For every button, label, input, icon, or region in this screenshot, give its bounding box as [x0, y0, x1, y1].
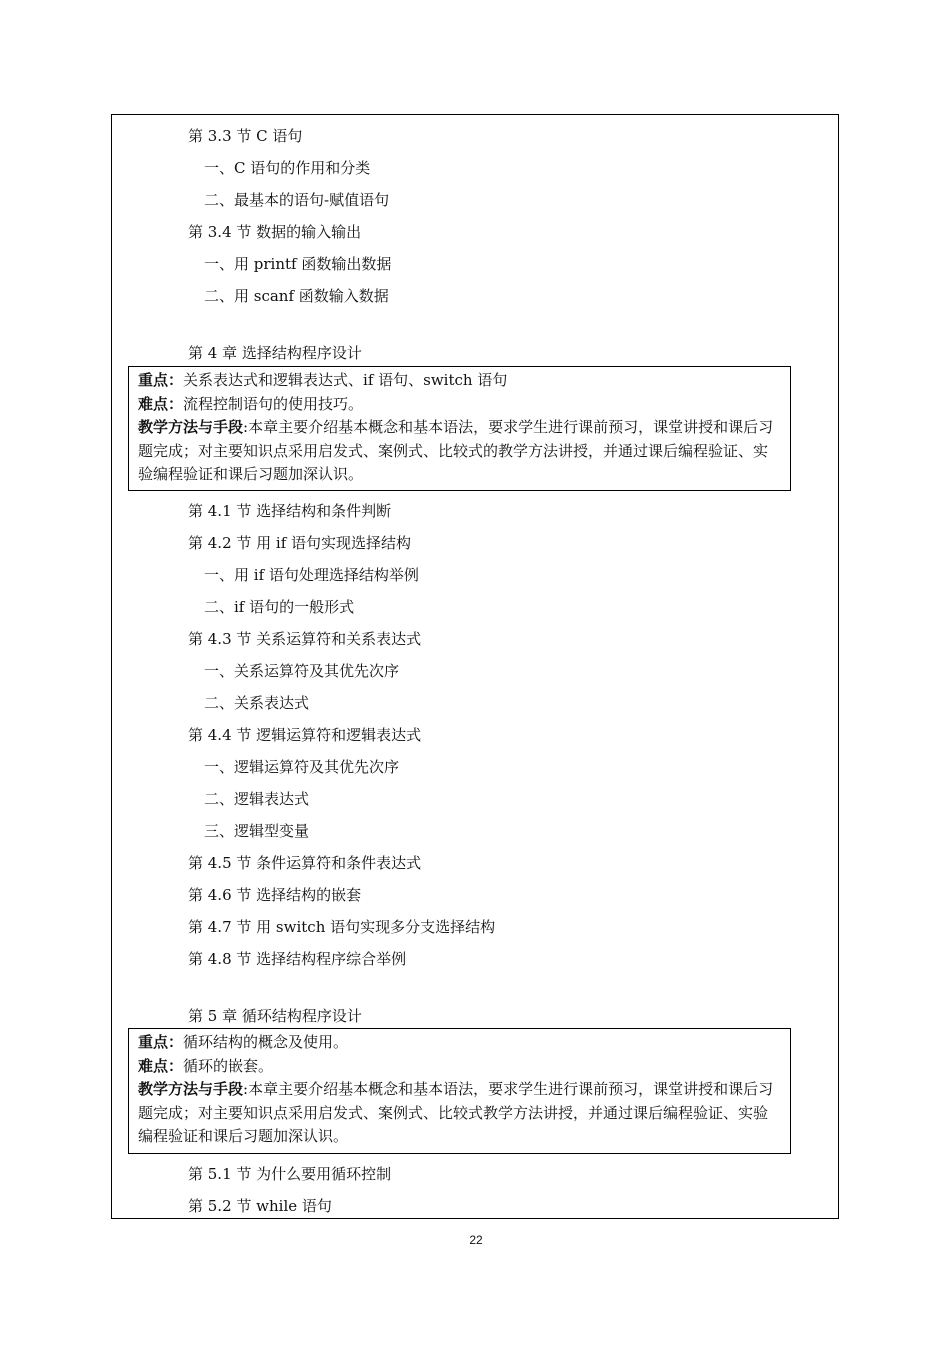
method-label: 教学方法与手段 — [138, 418, 244, 436]
method-label: 教学方法与手段 — [138, 1080, 244, 1098]
difficulty-text: 循环的嵌套。 — [183, 1056, 274, 1075]
subsection-item: 二、if 语句的一般形式 — [204, 598, 355, 616]
subsection-item: 二、用 scanf 函数输入数据 — [204, 287, 389, 305]
section-heading: 第 4.5 节 条件运算符和条件表达式 — [188, 854, 422, 872]
key-text: 循环结构的概念及使用。 — [183, 1033, 349, 1051]
subsection-item: 三、逻辑型变量 — [204, 822, 310, 840]
subsection-item: 一、关系运算符及其优先次序 — [204, 662, 400, 680]
method-text: :本章主要介绍基本概念和基本语法，要求学生进行课前预习，课堂讲授和课后习题完成；对主要知识点采用启发式、案例式、比较式的教学方法讲授，并通过课后编程验证、实验编程验证和课后习题加深认识。 — [138, 418, 774, 483]
difficulty-points — [138, 393, 781, 417]
subsection-item: 二、最基本的语句-赋值语句 — [204, 191, 390, 209]
chapter-summary-box — [128, 366, 791, 491]
section-heading: 第 4.3 节 关系运算符和关系表达式 — [188, 630, 422, 648]
key-label: 重点： — [138, 1033, 184, 1051]
teaching-method — [138, 1078, 781, 1149]
section-heading: 第 4.6 节 选择结构的嵌套 — [188, 886, 362, 904]
difficulty-label: 难点： — [138, 1056, 184, 1075]
subsection-item: 二、逻辑表达式 — [204, 790, 310, 808]
key-points — [138, 369, 781, 393]
section-heading: 第 4.7 节 用 switch 语句实现多分支选择结构 — [188, 918, 496, 936]
section-heading: 第 4.8 节 选择结构程序综合举例 — [188, 950, 407, 968]
key-text: 关系表达式和逻辑表达式、if 语句、switch 语句 — [183, 371, 508, 389]
subsection-item: 一、用 if 语句处理选择结构举例 — [204, 566, 419, 584]
section-heading: 第 4.2 节 用 if 语句实现选择结构 — [188, 534, 412, 552]
section-heading: 第 3.4 节 数据的输入输出 — [188, 223, 362, 241]
subsection-item: 一、逻辑运算符及其优先次序 — [204, 758, 400, 776]
section-heading: 第 5.1 节 为什么要用循环控制 — [188, 1165, 392, 1183]
key-label: 重点： — [138, 371, 184, 389]
difficulty-points — [138, 1055, 781, 1079]
difficulty-label: 难点： — [138, 394, 184, 413]
subsection-item: 一、C 语句的作用和分类 — [204, 159, 371, 177]
teaching-method — [138, 416, 781, 487]
subsection-item: 二、关系表达式 — [204, 694, 310, 712]
method-text: :本章主要介绍基本概念和基本语法，要求学生进行课前预习，课堂讲授和课后习题完成；对主要知识点采用启发式、案例式、比较式教学方法讲授，并通过课后编程验证、实验编程验证和课后习题加深认识。 — [138, 1080, 774, 1145]
section-heading: 第 5.2 节 while 语句 — [188, 1197, 332, 1215]
subsection-item: 一、用 printf 函数输出数据 — [204, 255, 392, 273]
section-heading: 第 4.1 节 选择结构和条件判断 — [188, 502, 392, 520]
page-number: 22 — [469, 1233, 483, 1247]
key-points — [138, 1031, 781, 1055]
section-heading: 第 3.3 节 C 语句 — [188, 127, 303, 145]
difficulty-text: 流程控制语句的使用技巧。 — [183, 394, 364, 413]
section-heading: 第 4.4 节 逻辑运算符和逻辑表达式 — [188, 726, 422, 744]
chapter-title: 第 5 章 循环结构程序设计 — [188, 1007, 362, 1025]
chapter-title: 第 4 章 选择结构程序设计 — [188, 344, 362, 362]
chapter-summary-box — [128, 1028, 791, 1154]
